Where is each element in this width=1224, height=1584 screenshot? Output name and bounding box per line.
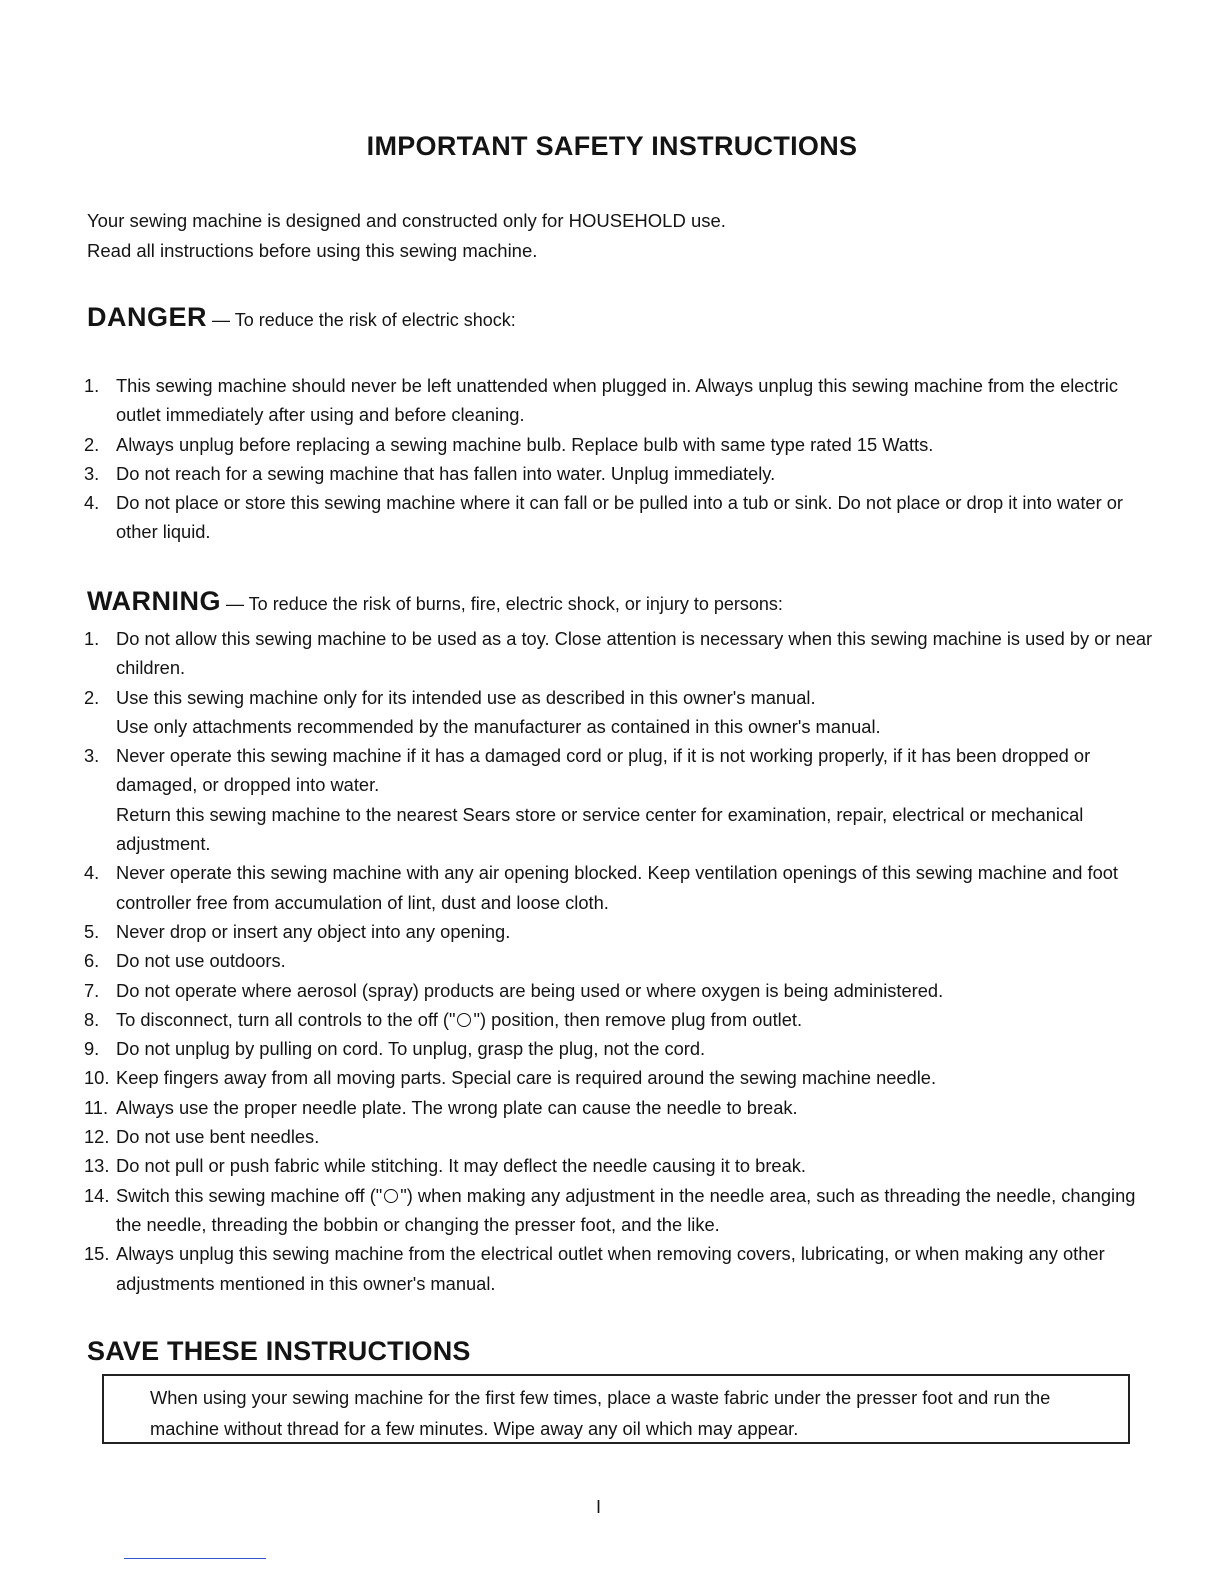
list-item — [84, 430, 1164, 459]
item-text: Do not pull or push fabric while stitching. It may deflect the needle causing it to break. — [116, 1155, 806, 1177]
list-item — [84, 741, 1164, 858]
item-text: Always use the proper needle plate. The wrong plate can cause the needle to break. — [116, 1096, 798, 1118]
page-number: I — [595, 1497, 601, 1517]
item-text-before: Switch this sewing machine off (" — [116, 1184, 383, 1206]
item-number: 9. — [84, 1038, 100, 1060]
item-number: 2. — [84, 433, 100, 455]
item-text: Do not use outdoors. — [116, 950, 286, 972]
list-item — [84, 858, 1164, 917]
danger-subheading: — To reduce the risk of electric shock: — [207, 310, 516, 330]
item-number: 2. — [84, 686, 100, 708]
intro-line: Your sewing machine is designed and constructed only for HOUSEHOLD use. — [87, 210, 726, 231]
item-number: 13. — [84, 1155, 110, 1177]
item-text: Use only attachments recommended by the manufacturer as contained in this owner's manual. — [116, 715, 881, 737]
list-item — [84, 1239, 1164, 1298]
off-position-circle-icon — [384, 1189, 398, 1203]
item-text: Keep fingers away from all moving parts. Special care is required around the sewing machine needle. — [116, 1067, 937, 1089]
item-number: 1. — [84, 375, 100, 396]
item-text: Always unplug this sewing machine from the electrical outlet when removing covers, lubricating, or when making any other adjustments mentioned in this owner's manual. — [116, 1243, 1105, 1294]
item-text: Do not allow this sewing machine to be used as a toy. Close attention is necessary when this sewing machine is used by or near children. — [116, 628, 1153, 679]
item-body — [116, 741, 1164, 858]
item-text: Do not unplug by pulling on cord. To unplug, grasp the plug, not the cord. — [116, 1038, 706, 1060]
list-item — [84, 1181, 1164, 1240]
danger-heading — [87, 302, 516, 333]
item-text: Return this sewing machine to the nearest Sears store or service center for examination, repair, electrical or mechanical adjustment. — [116, 803, 1084, 855]
notice-text: When using your sewing machine for the first few times, place a waste fabric under the presser foot and run the machine without thread for a few minutes. Wipe away any oil which may appear. — [150, 1387, 1051, 1439]
list-item — [84, 1005, 1164, 1034]
item-text: Always unplug before replacing a sewing machine bulb. Replace bulb with same type rated 15 Watts. — [116, 433, 934, 455]
list-item — [84, 683, 1164, 742]
intro-line: Read all instructions before using this sewing machine. — [87, 240, 538, 261]
list-item — [84, 976, 1164, 1005]
item-text: Use this sewing machine only for its intended use as described in this owner's manual. — [116, 686, 816, 708]
save-instructions-heading: SAVE THESE INSTRUCTIONS — [87, 1336, 471, 1366]
list-item — [84, 459, 1164, 488]
item-body — [116, 1181, 1164, 1240]
list-item — [84, 1034, 1164, 1063]
danger-label: DANGER — [87, 302, 208, 332]
list-item — [84, 1122, 1164, 1151]
item-number: 8. — [84, 1008, 100, 1030]
list-item — [84, 488, 1164, 547]
item-text: Never operate this sewing machine with any air opening blocked. Keep ventilation openings of this sewing machine and foot controller free from accumulation of lint, dust and loose cloth. — [116, 862, 1119, 913]
item-number: 6. — [84, 950, 100, 972]
danger-list — [84, 371, 1164, 547]
item-body — [116, 683, 1164, 742]
off-position-circle-icon — [457, 1013, 471, 1027]
item-number: 4. — [84, 492, 100, 514]
item-text: Do not reach for a sewing machine that has fallen into water. Unplug immediately. — [116, 462, 776, 484]
warning-label: WARNING — [87, 586, 221, 616]
list-item — [84, 946, 1164, 975]
item-number: 12. — [84, 1126, 110, 1148]
item-body — [116, 1005, 1164, 1034]
item-text-after: ") position, then remove plug from outlet. — [473, 1008, 803, 1030]
item-number: 14. — [84, 1184, 110, 1206]
item-number: 7. — [84, 979, 100, 1001]
item-text-after: ") when making any adjustment in the needle area, such as threading the needle, changing the needle, threading the bobbin or changing the presser foot, and the like. — [116, 1184, 1136, 1235]
item-text: Do not operate where aerosol (spray) products are being used or where oxygen is being administered. — [116, 979, 944, 1001]
list-item — [84, 917, 1164, 946]
item-number: 10. — [84, 1067, 110, 1089]
item-number: 11. — [84, 1096, 109, 1118]
notice-box — [102, 1374, 1130, 1444]
item-number: 5. — [84, 920, 100, 942]
page-title: IMPORTANT SAFETY INSTRUCTIONS — [366, 131, 858, 161]
warning-list — [84, 624, 1164, 1298]
item-number: 3. — [84, 462, 100, 484]
item-number: 4. — [84, 862, 100, 884]
item-text: Never drop or insert any object into any opening. — [116, 920, 511, 942]
intro-text — [87, 206, 726, 266]
item-number: 15. — [84, 1243, 110, 1265]
footer-rule — [124, 1558, 266, 1559]
item-text: This sewing machine should never be left unattended when plugged in. Always unplug this sewing machine from the electric outlet immediately after using and before cleaning. — [116, 375, 1118, 426]
list-item — [84, 1151, 1164, 1180]
warning-heading — [87, 586, 783, 617]
warning-subheading: — To reduce the risk of burns, fire, electric shock, or injury to persons: — [221, 594, 783, 614]
item-number: 1. — [84, 628, 100, 649]
list-item — [84, 371, 1164, 430]
item-text: Do not place or store this sewing machine where it can fall or be pulled into a tub or sink. Do not place or drop it into water or other liquid. — [116, 492, 1124, 543]
item-text: Do not use bent needles. — [116, 1126, 320, 1148]
list-item — [84, 624, 1164, 683]
item-text: Never operate this sewing machine if it has a damaged cord or plug, if it is not working properly, if it has been dropped or damaged, or dropped into water. — [116, 745, 1091, 796]
list-item — [84, 1093, 1164, 1122]
item-text-before: To disconnect, turn all controls to the off (" — [116, 1008, 456, 1030]
list-item — [84, 1063, 1164, 1092]
item-number: 3. — [84, 745, 100, 767]
